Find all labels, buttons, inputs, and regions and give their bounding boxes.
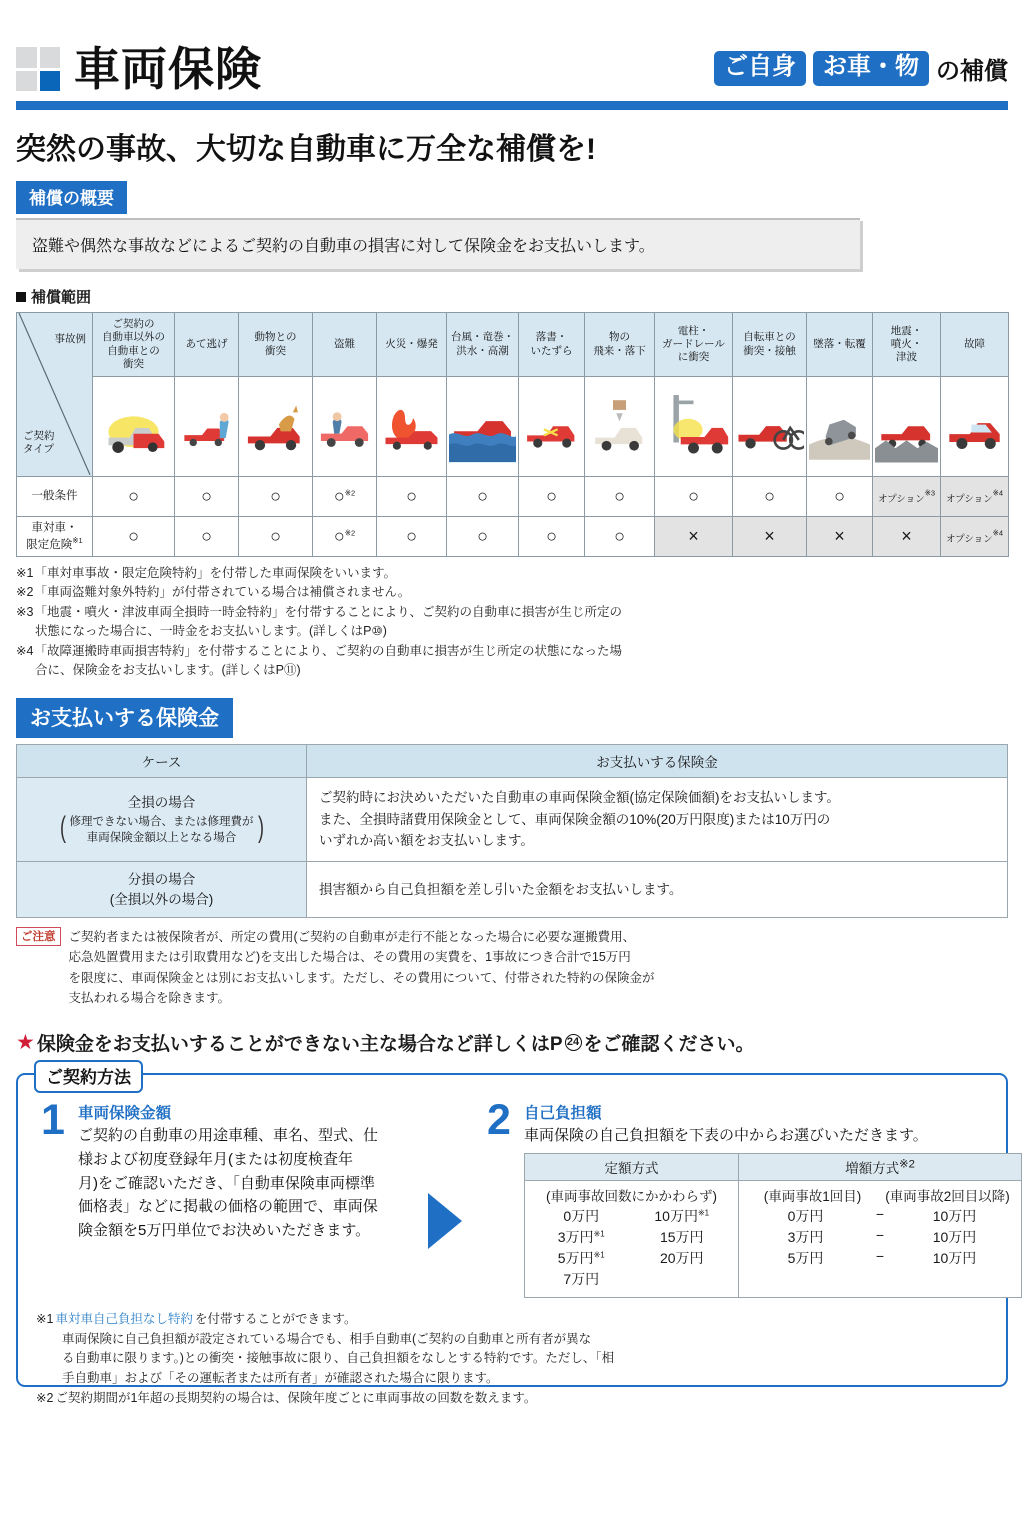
cell-l-8: × bbox=[655, 517, 733, 557]
fire-icon bbox=[379, 380, 444, 474]
coverage-row-general bbox=[17, 477, 1009, 517]
step-1-title: 車両保険金額 bbox=[78, 1105, 172, 1123]
illustration-animal-collision bbox=[239, 377, 313, 477]
bicycle-collision-icon bbox=[735, 380, 804, 474]
illustration-typhoon-flood bbox=[447, 377, 519, 477]
case-title-total-loss: 全損の場合 bbox=[127, 794, 196, 810]
coverage-table bbox=[16, 312, 1009, 557]
row-label-general: 一般条件 bbox=[17, 477, 93, 517]
star-notice-text-after: をご確認ください。 bbox=[583, 1034, 755, 1056]
contract-note-2: ※2 ご契約期間が1年超の長期契約の場合は、保険年度ごとに車両事故の回数を数えます。 bbox=[36, 1390, 537, 1405]
payment-header-row bbox=[17, 745, 1008, 778]
caution-block bbox=[16, 927, 1008, 1008]
logo-mark-icon bbox=[16, 47, 60, 91]
corner-label-incident: 事故例 bbox=[54, 333, 86, 345]
cell-l-3: ○$^{※2}$ bbox=[313, 517, 377, 557]
rollover-icon bbox=[809, 380, 870, 474]
breakdown-icon bbox=[943, 380, 1006, 474]
contract-notes bbox=[36, 1310, 988, 1409]
payment-case-total-loss bbox=[17, 778, 307, 862]
payment-row-partial-loss bbox=[17, 862, 1008, 918]
hit-and-run-icon bbox=[177, 380, 236, 474]
coverage-note-2: ※2 「車両盗難対象外特約」が付帯されている場合は補償されません。 bbox=[16, 585, 411, 600]
step-arrow bbox=[414, 1101, 476, 1298]
illustration-theft bbox=[313, 377, 377, 477]
coverage-illustration-row bbox=[17, 377, 1009, 477]
cell-l-6: ○ bbox=[519, 517, 585, 557]
illustration-hit-and-run bbox=[175, 377, 239, 477]
cell-g-0: ○ bbox=[93, 477, 175, 517]
lead-headline: 突然の事故、大切な自動車に万全な補償を! bbox=[16, 133, 596, 166]
col-header-12: 故障 bbox=[941, 313, 1009, 377]
cell-l-11: × bbox=[873, 517, 941, 557]
col-header-3: 盗難 bbox=[313, 313, 377, 377]
payment-desc-partial-loss: 損害額から自己負担額を差し引いた金額をお支払いします。 bbox=[307, 862, 1008, 918]
col-header-2: 動物との 衝突 bbox=[239, 313, 313, 377]
row-label-limited: 車対車・ 限定危険$^{※1}$ bbox=[17, 517, 93, 557]
page-reference-badge: 24 bbox=[565, 1034, 582, 1051]
contract-note-1-line4: 手自動車」および「その運転者または所有者」が確認された場合に限ります。 bbox=[62, 1371, 499, 1386]
cell-l-2: ○ bbox=[239, 517, 313, 557]
coverage-notes bbox=[16, 564, 1008, 680]
col-header-4: 火災・爆発 bbox=[377, 313, 447, 377]
step-2-title: 自己負担額 bbox=[524, 1105, 602, 1123]
col-header-9: 自転車との 衝突・接触 bbox=[733, 313, 807, 377]
fixed-values: 0万円 10万円$^{※1}$ 3万円$^{※1}$ 15万円 5万円$^{※1}$ 20万円 7万円 bbox=[557, 1207, 710, 1287]
header-left bbox=[16, 43, 262, 95]
star-icon: ★ bbox=[16, 1031, 35, 1055]
case-title-partial-loss: 分損の場合 bbox=[127, 872, 196, 888]
cell-l-5: ○ bbox=[447, 517, 519, 557]
page-title: 車両保険 bbox=[74, 43, 262, 95]
cell-g-4: ○ bbox=[377, 477, 447, 517]
cell-g-9: ○ bbox=[733, 477, 807, 517]
cell-g-12: オプション$^{※4}$ bbox=[941, 477, 1009, 517]
coverage-subhead bbox=[16, 286, 1008, 307]
badge-self: ご自身 bbox=[714, 51, 806, 85]
deductible-header-row bbox=[525, 1153, 1022, 1180]
fixed-caption: (車両事故回数にかかわらず) bbox=[546, 1188, 717, 1204]
contract-note-1-line2: 車両保険に自己負担額が設定されている場合でも、相手自動車(ご契約の自動車と所有者が異な bbox=[62, 1331, 592, 1346]
cell-g-10: ○ bbox=[807, 477, 873, 517]
col-header-0: ご契約の 自動車以外の 自動車との 衝突 bbox=[93, 313, 175, 377]
cell-g-7: ○ bbox=[585, 477, 655, 517]
graffiti-icon bbox=[521, 380, 582, 474]
step-1-number: 1 bbox=[41, 1096, 65, 1145]
cell-g-8: ○ bbox=[655, 477, 733, 517]
caution-text: ご契約者または被保険者が、所定の費用(ご契約の自動車が走行不能となった場合に必要な運搬費用、 応急処置費用または引取費用など)を支出した場合は、その費用の実費を、1事故につき合計で15万円 を限度に、車両保険金とは別にお支払いします。ただし、その費用について、付帯された特約の保険金が 支払われる場合を除きます。 bbox=[68, 930, 655, 1005]
cell-l-12: オプション$^{※4}$ bbox=[941, 517, 1009, 557]
illustration-earthquake bbox=[873, 377, 941, 477]
illustration-graffiti bbox=[519, 377, 585, 477]
col-header-7: 物の 飛来・落下 bbox=[585, 313, 655, 377]
increasing-values: 0万円 − 10万円 3万円 − 10万円 5万円 − 10万円 bbox=[787, 1205, 977, 1266]
case-subnote-partial-loss: (全損以外の場合) bbox=[109, 891, 214, 907]
increasing-captions: (車両事故1回目) (車両事故2回目以降) bbox=[763, 1188, 1010, 1204]
step-2-number: 2 bbox=[487, 1096, 511, 1145]
cell-l-1: ○ bbox=[175, 517, 239, 557]
illustration-bicycle-collision bbox=[733, 377, 807, 477]
col-header-1: あて逃げ bbox=[175, 313, 239, 377]
summary-box: 盗難や偶然な事故などによるご契約の自動車の損害に対して保険金をお支払いします。 bbox=[16, 218, 860, 269]
cell-g-6: ○ bbox=[519, 477, 585, 517]
page-header bbox=[16, 0, 1008, 95]
caution-tag: ご注意 bbox=[16, 927, 61, 946]
deductible-increasing-cell bbox=[739, 1180, 1022, 1297]
coverage-subhead-label: 補償範囲 bbox=[31, 289, 92, 306]
deductible-fixed-cell bbox=[525, 1180, 739, 1297]
theft-icon bbox=[315, 380, 374, 474]
typhoon-flood-icon bbox=[449, 380, 516, 474]
illustration-crash bbox=[93, 377, 175, 477]
illustration-fire bbox=[377, 377, 447, 477]
earthquake-icon bbox=[875, 380, 938, 474]
illustration-rollover bbox=[807, 377, 873, 477]
cell-l-9: × bbox=[733, 517, 807, 557]
payment-header-case: ケース bbox=[17, 745, 307, 778]
crash-icon bbox=[95, 380, 172, 474]
col-header-6: 落書・ いたずら bbox=[519, 313, 585, 377]
payment-header-amount: お支払いする保険金 bbox=[307, 745, 1008, 778]
badge-car-property: お車・物 bbox=[813, 51, 929, 85]
illustration-falling-object bbox=[585, 377, 655, 477]
paren-right-icon: ) bbox=[257, 811, 264, 845]
star-notice-text-before: 保険金をお支払いすることができない主な場合など詳しくはP bbox=[36, 1034, 563, 1056]
col-header-8: 電柱・ ガードレール に衝突 bbox=[655, 313, 733, 377]
coverage-row-limited bbox=[17, 517, 1009, 557]
cell-g-11: オプション$^{※3}$ bbox=[873, 477, 941, 517]
payment-row-total-loss bbox=[17, 778, 1008, 862]
pole-collision-icon bbox=[657, 380, 730, 474]
header-rule bbox=[16, 101, 1008, 110]
contract-step-2 bbox=[482, 1096, 1010, 1298]
payment-table bbox=[16, 744, 1008, 918]
coverage-corner-cell bbox=[17, 313, 93, 477]
illustration-breakdown bbox=[941, 377, 1009, 477]
badge-suffix: の補償 bbox=[936, 58, 1008, 85]
col-header-5: 台風・竜巻・ 洪水・高潮 bbox=[447, 313, 519, 377]
section-chip-payment: お支払いする保険金 bbox=[16, 698, 233, 738]
square-bullet-icon bbox=[16, 292, 26, 302]
contract-note-1: ※1 車対車自己負担なし特約 を付帯することができます。 bbox=[36, 1310, 988, 1330]
animal-collision-icon bbox=[241, 380, 310, 474]
deductible-header-increasing: 増額方式$^{※2}$ bbox=[739, 1153, 1022, 1180]
cell-g-5: ○ bbox=[447, 477, 519, 517]
cell-g-1: ○ bbox=[175, 477, 239, 517]
star-notice bbox=[16, 1029, 1008, 1056]
cell-l-7: ○ bbox=[585, 517, 655, 557]
payment-desc-total-loss: ご契約時にお決めいただいた自動車の車両保険金額(協定保険価額)をお支払いします。 また、全損時諸費用保険金として、車両保険金額の10%(20万円限度)または10万円の いずれか高い額をお支払いします。 bbox=[307, 778, 1008, 862]
cell-g-2: ○ bbox=[239, 477, 313, 517]
cell-l-4: ○ bbox=[377, 517, 447, 557]
col-header-10: 墜落・転覆 bbox=[807, 313, 873, 377]
coverage-note-4: ※4 「故障運搬時車両損害特約」を付帯することにより、ご契約の自動車に損害が生じ所定の状態になった場 bbox=[16, 643, 622, 658]
cell-g-3: ○$^{※2}$ bbox=[313, 477, 377, 517]
case-subnote-total-loss: ( 修理できない場合、または修理費が 車両保険金額以上となる場合 ) bbox=[23, 814, 300, 846]
step-2-body: 車両保険の自己負担額を下表の中からお選びいただきます。 bbox=[524, 1127, 928, 1145]
deductible-body-row bbox=[525, 1180, 1022, 1297]
coverage-note-3: ※3 「地震・噴火・津波車両全損時一時金特約」を付帯することにより、ご契約の自動車に損害が生じ所定の bbox=[16, 604, 622, 619]
step-1-body: ご契約の自動車の用途車種、車名、型式、仕 様および初度登録年月(または初度検査年 月)をご確認いただき、「自動車保険車両標準 価格表」などに掲載の価格の範囲で、車両保 険金額を5万円単位でお決めいただきます。 bbox=[78, 1127, 379, 1239]
coverage-note-3-cont: 状態になった場合に、一時金をお支払いします。(詳しくはP⑩) bbox=[35, 624, 387, 639]
header-badges bbox=[714, 51, 1008, 92]
coverage-note-4-cont: 合に、保険金をお支払いします。(詳しくはP⑪) bbox=[35, 662, 301, 677]
contract-note-1-line3: る自動車に限ります。)との衝突・接触事故に限り、自己負担額をなしとする特約です。ただし、「相 bbox=[62, 1351, 615, 1366]
coverage-header-row bbox=[17, 313, 1009, 377]
contract-note-1-highlight: 車対車自己負担なし特約 bbox=[55, 1311, 193, 1326]
paren-left-icon: ( bbox=[59, 811, 66, 845]
contract-step-1 bbox=[36, 1096, 408, 1298]
deductible-header-fixed: 定額方式 bbox=[525, 1153, 739, 1180]
payment-case-partial-loss bbox=[17, 862, 307, 918]
falling-object-icon bbox=[587, 380, 652, 474]
deductible-table bbox=[524, 1153, 1022, 1298]
contract-method-section bbox=[16, 1068, 1010, 1405]
contract-method-legend: ご契約方法 bbox=[34, 1060, 143, 1093]
illustration-pole-collision bbox=[655, 377, 733, 477]
section-chip-summary: 補償の概要 bbox=[16, 181, 127, 214]
right-arrow-icon bbox=[424, 1191, 466, 1251]
coverage-note-1: ※1 「車対車事故・限定危険特約」を付帯した車両保険をいいます。 bbox=[16, 566, 396, 580]
cell-l-0: ○ bbox=[93, 517, 175, 557]
corner-label-contract-type: ご契約 タイプ bbox=[23, 429, 55, 455]
col-header-11: 地震・ 噴火・ 津波 bbox=[873, 313, 941, 377]
contract-steps bbox=[36, 1096, 1010, 1298]
cell-l-10: × bbox=[807, 517, 873, 557]
